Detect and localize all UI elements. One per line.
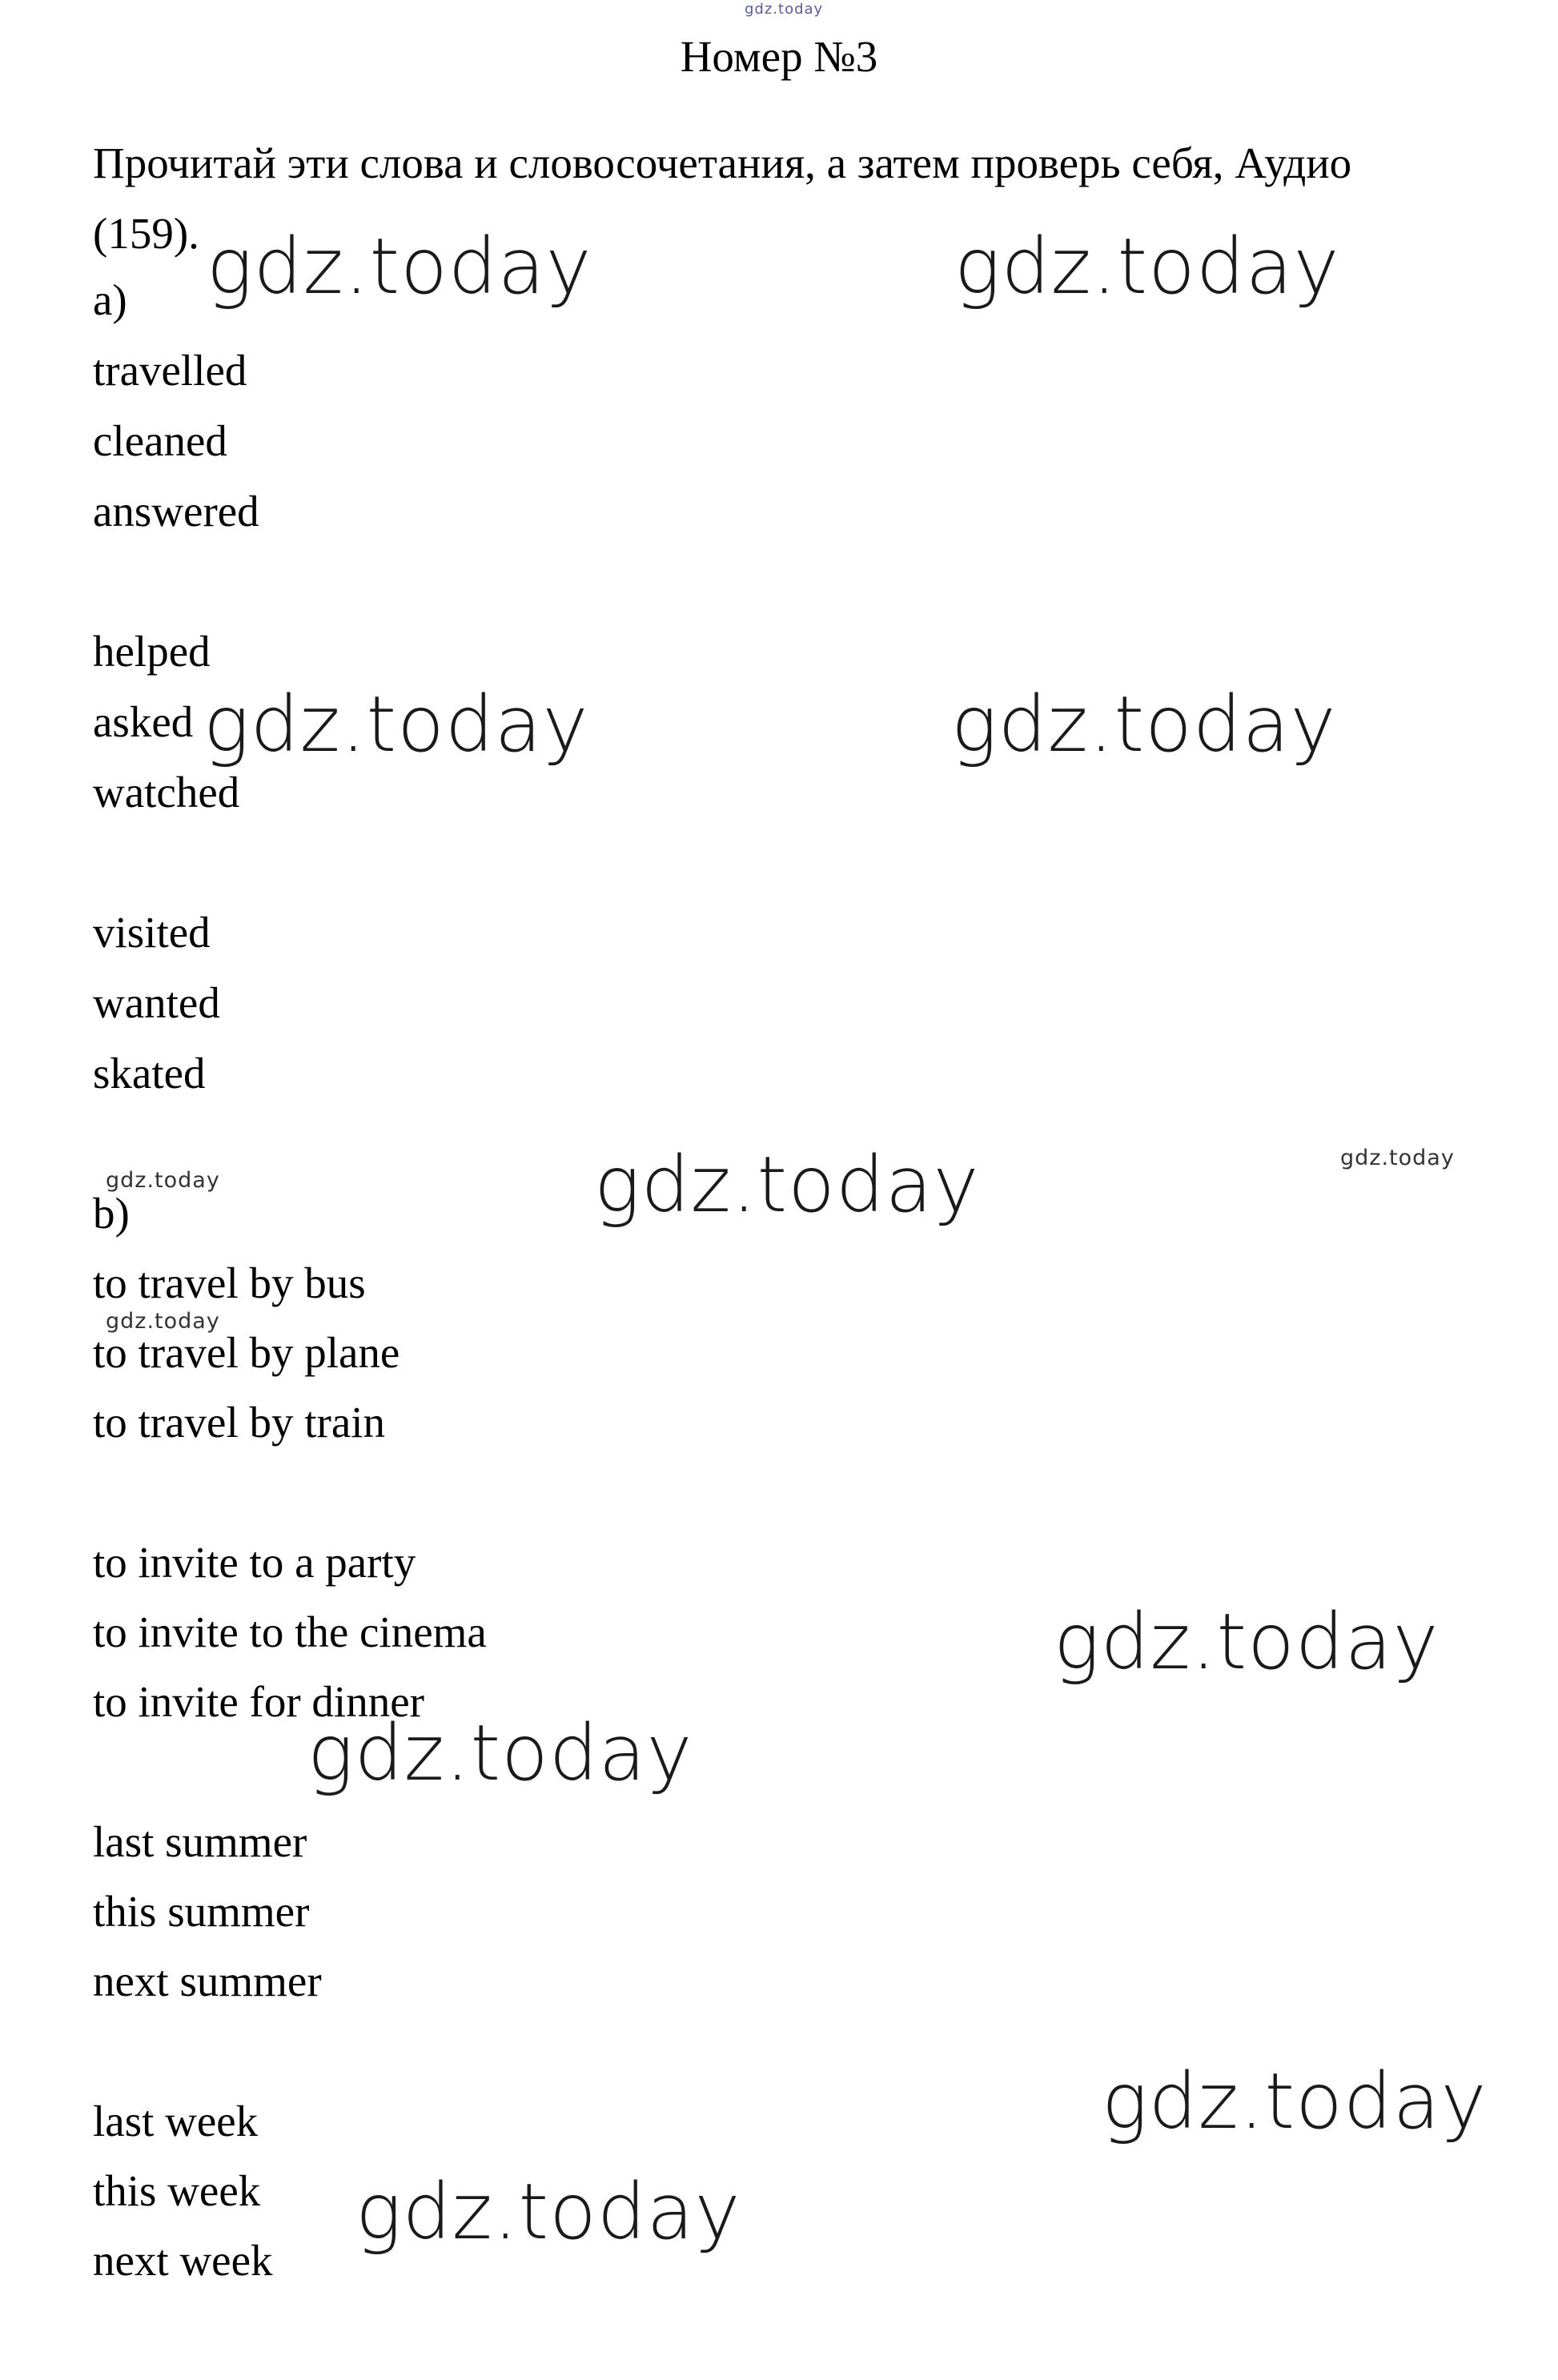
watermark: gdz.today <box>954 222 1340 311</box>
section-b-label: b) <box>93 1189 130 1238</box>
page-title: Номер №3 <box>680 32 878 81</box>
watermark: gdz.today <box>203 680 589 769</box>
instruction-line-2: (159). <box>93 209 199 258</box>
word-item: wanted <box>93 978 220 1027</box>
instruction-line-1: Прочитай эти слова и словосочетания, а затем проверь себя, Аудио <box>93 138 1352 187</box>
phrase-item: this week <box>93 2166 261 2215</box>
phrase-item: to travel by bus <box>93 1258 366 1307</box>
phrase-item: next week <box>93 2236 273 2285</box>
watermark: gdz.today <box>594 1140 980 1230</box>
watermark: gdz.today <box>1102 2057 1488 2146</box>
watermark-small: gdz.today <box>106 1168 220 1193</box>
phrase-item: this summer <box>93 1887 310 1936</box>
word-item: cleaned <box>93 416 227 465</box>
watermark: gdz.today <box>951 680 1337 769</box>
word-item: helped <box>93 627 211 676</box>
watermark: gdz.today <box>355 2167 741 2257</box>
word-item: skated <box>93 1049 206 1098</box>
word-item: answered <box>93 487 259 536</box>
phrase-item: to invite to the cinema <box>93 1607 487 1656</box>
word-item: visited <box>93 908 211 957</box>
watermark: gdz.today <box>307 1708 693 1798</box>
word-item: asked <box>93 697 194 746</box>
watermark-small: gdz.today <box>1340 1146 1455 1170</box>
phrase-item: to travel by plane <box>93 1328 400 1377</box>
phrase-item: last summer <box>93 1817 307 1866</box>
phrase-item: last week <box>93 2097 259 2145</box>
word-item: watched <box>93 768 240 817</box>
watermark-top: gdz.today <box>745 1 824 18</box>
watermark-small: gdz.today <box>106 1309 220 1334</box>
phrase-item: to invite to a party <box>93 1538 416 1587</box>
watermark: gdz.today <box>207 222 592 311</box>
phrase-item: to invite for dinner <box>93 1677 424 1726</box>
section-a-label: a) <box>93 275 127 324</box>
phrase-item: next summer <box>93 1957 322 2005</box>
phrase-item: to travel by train <box>93 1398 386 1447</box>
watermark: gdz.today <box>1054 1597 1440 1687</box>
word-item: travelled <box>93 346 247 395</box>
